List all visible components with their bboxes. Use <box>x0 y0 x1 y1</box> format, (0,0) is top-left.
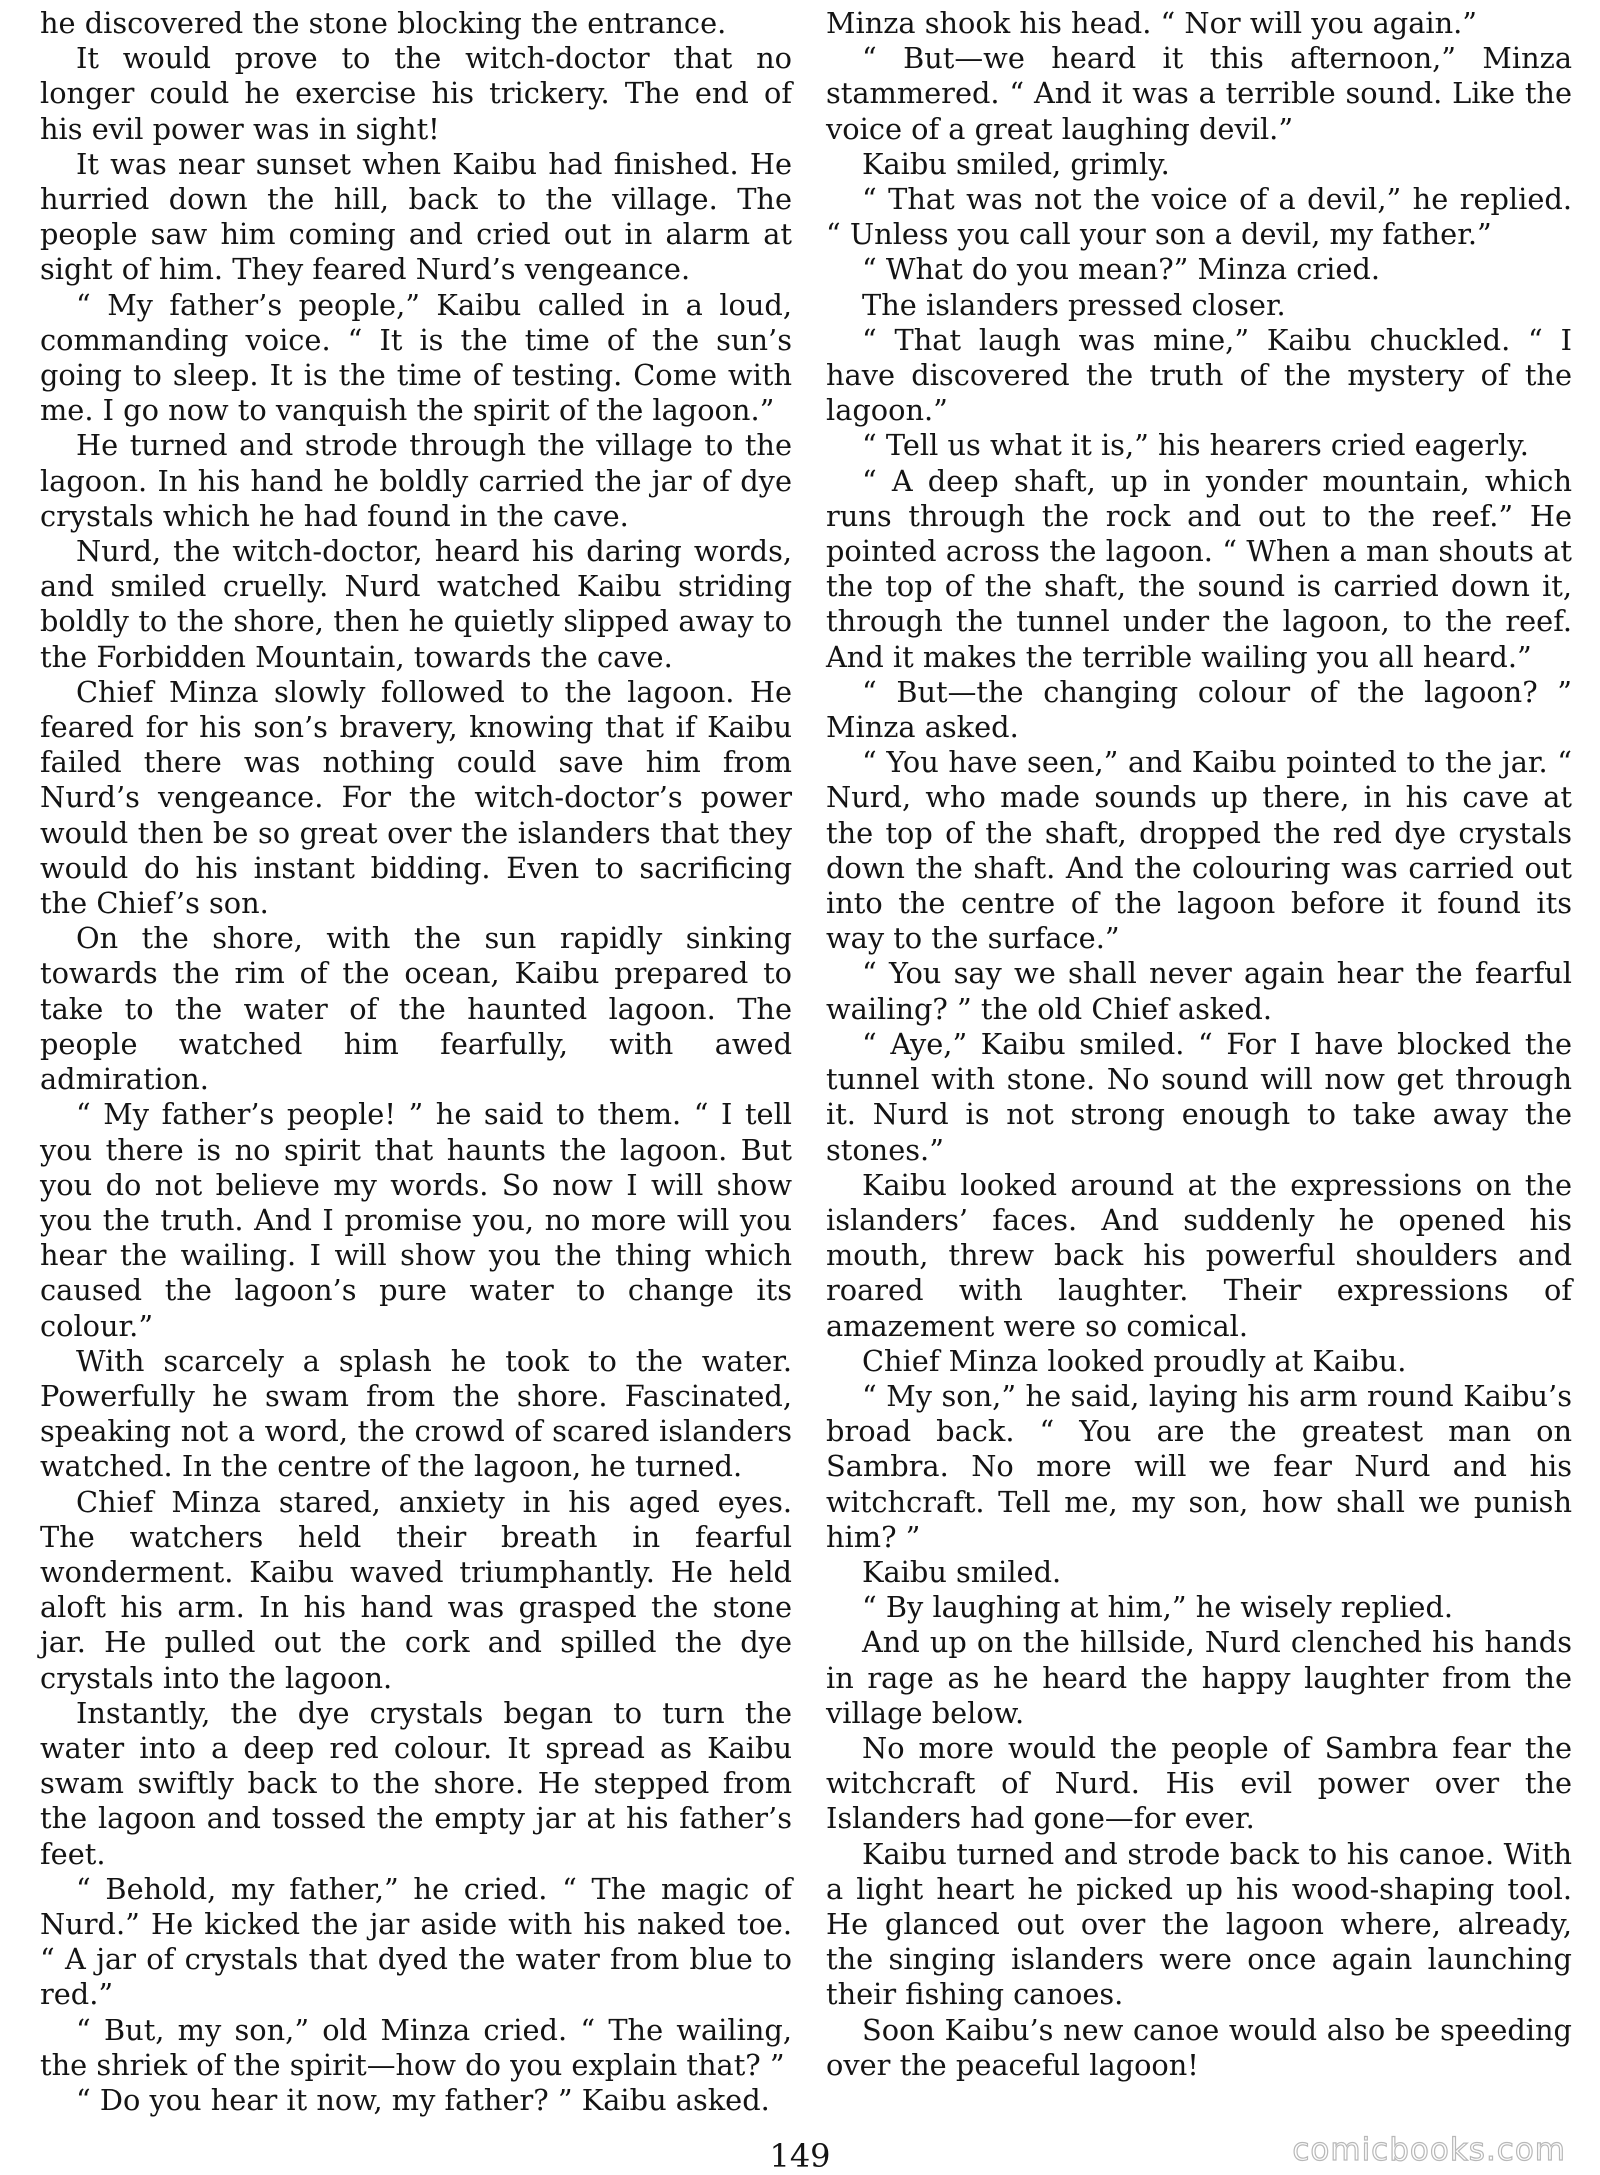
paragraph: Kaibu looked around at the expressions on the islanders’ faces. And suddenly he opened his mouth, threw back his powerful shoulders and roared with laughter. Their expressions of amazement were so comical. <box>826 1167 1572 1343</box>
paragraph: “ By laughing at him,” he wisely replied. <box>862 1590 1454 1625</box>
paragraph: “ You have seen,” and Kaibu pointed to the jar. “ Nurd, who made sounds up there, in his cave at the top of the shaft, dropped the red dye crystals down the shaft. And the colouring was carried out into the centre of the lagoon before it found its way to the surface.” <box>826 745 1572 956</box>
paragraph: It would prove to the witch-doctor that no longer could he exercise his trickery. The end of his evil power was in sight! <box>40 41 792 146</box>
paragraph: Chief Minza stared, anxiety in his aged eyes. The watchers held their breath in fearful wonderment. Kaibu waved triumphantly. He held aloft his arm. In his hand was grasped the stone jar. He pulled out the cork and spilled the dye crystals into the lagoon. <box>40 1484 792 1695</box>
paragraph: Soon Kaibu’s new canoe would also be speeding over the peaceful lagoon! <box>826 2012 1572 2082</box>
paragraph: “ My father’s people! ” he said to them. “ I tell you there is no spirit that haunts the lagoon. But you do not believe my words. So now I will show you the truth. And I promise you, no more will you hear the wailing. I will show you the thing which caused the lagoon’s pure water to change its colour.” <box>40 1097 792 1343</box>
paragraph: No more would the people of Sambra fear the witchcraft of Nurd. His evil power over the Islanders had gone—for ever. <box>826 1730 1572 1836</box>
paragraph: Instantly, the dye crystals began to turn the water into a deep red colour. It spread as Kaibu swam swiftly back to the shore. He stepped from the lagoon and tossed the empty jar at his father’s feet. <box>40 1695 792 1871</box>
paragraph: “ What do you mean?” Minza cried. <box>862 252 1380 287</box>
paragraph: “ Behold, my father,” he cried. “ The magic of Nurd.” He kicked the jar aside with his naked toe. “ A jar of crystals that dyed the water from blue to red.” <box>40 1871 792 2012</box>
page-number: 149 <box>769 2137 831 2175</box>
paragraph: “ My son,” he said, laying his arm round Kaibu’s broad back. “ You are the greatest man on Sambra. No more will we fear Nurd and his witchcraft. Tell me, my son, how shall we punish him? ” <box>826 1378 1572 1554</box>
paragraph: Nurd, the witch-doctor, heard his daring words, and smiled cruelly. Nurd watched Kaibu striding boldly to the shore, then he quietly slipped away to the Forbidden Mountain, towards the cave. <box>40 534 792 674</box>
paragraph: “ My father’s people,” Kaibu called in a loud, commanding voice. “ It is the time of the sun’s going to sleep. It is the time of testing. Come with me. I go now to vanquish the spirit of the lagoon.” <box>40 287 792 428</box>
paragraph: “ But—the changing colour of the lagoon? ” Minza asked. <box>826 674 1572 745</box>
watermark: comicbooks.com <box>1292 2132 1566 2168</box>
paragraph: With scarcely a splash he took to the water. Powerfully he swam from the shore. Fascinated, speaking not a word, the crowd of scared islanders watched. In the centre of the lagoon, he turned. <box>40 1343 792 1484</box>
paragraph: he discovered the stone blocking the entrance. <box>40 6 727 40</box>
paragraph: “ But—we heard it this afternoon,” Minza stammered. “ And it was a terrible sound. Like the voice of a great laughing devil.” <box>826 41 1572 146</box>
paragraph: “ That was not the voice of a devil,” he replied. “ Unless you call your son a devil, my father.” <box>826 182 1572 252</box>
paragraph: “ Tell us what it is,” his hearers cried eagerly. <box>862 428 1529 463</box>
paragraph: Kaibu smiled. <box>862 1554 1062 1589</box>
paragraph: “ Do you hear it now, my father? ” Kaibu asked. <box>76 2082 770 2117</box>
paragraph: On the shore, with the sun rapidly sinking towards the rim of the ocean, Kaibu prepared to take to the water of the haunted lagoon. The people watched him fearfully, with awed admiration. <box>40 921 792 1097</box>
paragraph: “ Aye,” Kaibu smiled. “ For I have blocked the tunnel with stone. No sound will now get through it. Nurd is not strong enough to take away the stones.” <box>826 1026 1572 1167</box>
paragraph: He turned and strode through the village to the lagoon. In his hand he boldly carried the jar of dye crystals which he had found in the cave. <box>40 428 792 533</box>
paragraph: It was near sunset when Kaibu had finished. He hurried down the hill, back to the village. The people saw him coming and cried out in alarm at sight of him. They feared Nurd’s vengeance. <box>40 146 792 287</box>
paragraph: Kaibu turned and strode back to his canoe. With a light heart he picked up his wood-shaping tool. He glanced out over the lagoon where, already, the singing islanders were once again launching their fishing canoes. <box>826 1836 1572 2012</box>
paragraph: And up on the hillside, Nurd clenched his hands in rage as he heard the happy laughter from the village below. <box>826 1625 1572 1730</box>
paragraph: “ You say we shall never again hear the fearful wailing? ” the old Chief asked. <box>826 956 1572 1026</box>
paragraph: Chief Minza slowly followed to the lagoon. He feared for his son’s bravery, knowing that if Kaibu failed there was nothing could save him from Nurd’s vengeance. For the witch-doctor’s power would then be so great over the islanders that they would do his instant bidding. Even to sacrificing the Chief’s son. <box>40 674 792 921</box>
paragraph: “ A deep shaft, up in yonder mountain, which runs through the rock and out to the reef.” He pointed across the lagoon. “ When a man shouts at the top of the shaft, the sound is carried down it, through the tunnel under the lagoon, to the reef. And it makes the terrible wailing you all heard.” <box>826 463 1572 674</box>
paragraph: “ That laugh was mine,” Kaibu chuckled. “ I have discovered the truth of the mystery of the lagoon.” <box>826 322 1572 428</box>
paragraph: “ But, my son,” old Minza cried. “ The wailing, the shriek of the spirit—how do you explain that? ” <box>40 2012 792 2082</box>
paragraph: Kaibu smiled, grimly. <box>862 146 1170 181</box>
left-text-column <box>40 6 792 2118</box>
right-text-column <box>826 6 1572 2083</box>
paragraph: Chief Minza looked proudly at Kaibu. <box>862 1343 1407 1378</box>
paragraph: The islanders pressed closer. <box>862 287 1286 322</box>
paragraph: Minza shook his head. “ Nor will you again.” <box>826 6 1477 40</box>
